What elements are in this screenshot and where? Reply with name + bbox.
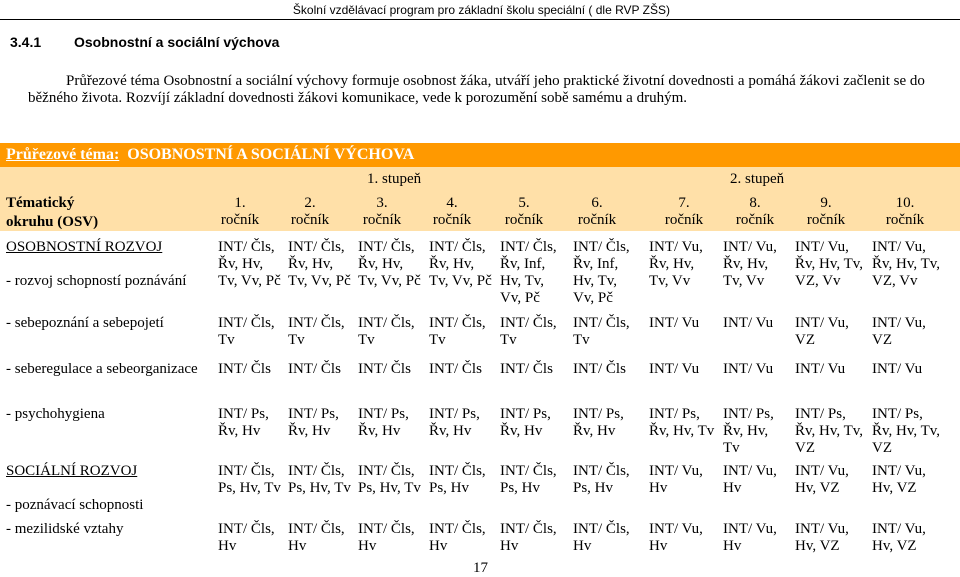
cell-r4-c2-line-2: Řv, Hv [288,423,331,439]
cell-r3-c6-line-1: INT/ Čls [573,361,626,377]
cell-r6-c1-line-2: Hv [218,538,237,554]
document-header: Školní vzdělávací program pro základní školu speciální ( dle RVP ZŠS) [292,3,670,17]
cell-r1-c10-line-1: INT/ Vu, [872,239,926,255]
cell-r2-c8-line-1: INT/ Vu [723,315,774,331]
grade-header-4: 4. [446,195,458,211]
grade-word-5: ročník [504,212,544,228]
cell-r2-c4-line-1: INT/ Čls, [429,315,486,331]
cell-r5-c3-line-1: INT/ Čls, [358,463,415,479]
table-corner-line-2: okruhu (OSV) [6,214,99,230]
cell-r3-c10-line-1: INT/ Vu [872,361,923,377]
cell-r6-c4-line-1: INT/ Čls, [429,521,486,537]
cell-r5-c1-line-1: INT/ Čls, [218,463,275,479]
cell-r4-c7-line-1: INT/ Ps, [649,406,700,422]
row-1-label: - rozvoj schopností poznávání [6,273,187,289]
cell-r6-c9-line-1: INT/ Vu, [795,521,849,537]
cell-r5-c2-line-2: Ps, Hv, Tv [288,480,351,496]
cell-r1-c9-line-1: INT/ Vu, [795,239,849,255]
cell-r4-c8-line-3: Tv [723,440,740,456]
cell-r6-c10-line-2: Hv, VZ [872,538,917,554]
cell-r2-c10-line-1: INT/ Vu, [872,315,926,331]
cell-r1-c3-line-1: INT/ Čls, [358,239,415,255]
grade-word-4: ročník [432,212,472,228]
cell-r4-c8-line-2: Řv, Hv, [723,423,769,439]
cell-r3-c5-line-1: INT/ Čls [500,361,553,377]
cell-r4-c5-line-1: INT/ Ps, [500,406,551,422]
cell-r4-c3-line-2: Řv, Hv [358,423,401,439]
banner-value: OSOBNOSTNÍ A SOCIÁLNÍ VÝCHOVA [127,146,415,163]
cell-r4-c5-line-2: Řv, Hv [500,423,543,439]
row-4-label: - psychohygiena [6,406,105,422]
cell-r2-c6-line-1: INT/ Čls, [573,315,630,331]
cell-r6-c7-line-2: Hv [649,538,668,554]
cell-r2-c1-line-2: Tv [218,332,235,348]
cell-r5-c3-line-2: Ps, Hv, Tv [358,480,421,496]
section-number: 3.4.1 [10,34,42,50]
cell-r3-c2-line-1: INT/ Čls [288,361,341,377]
cell-r4-c4-line-1: INT/ Ps, [429,406,480,422]
cell-r5-c9-line-1: INT/ Vu, [795,463,849,479]
cell-r2-c9-line-1: INT/ Vu, [795,315,849,331]
row-1-theme: OSOBNOSTNÍ ROZVOJ [6,239,163,255]
cell-r2-c10-line-2: VZ [872,332,892,348]
cell-r5-c10-line-1: INT/ Vu, [872,463,926,479]
cell-r1-c1-line-1: INT/ Čls, [218,239,275,255]
cell-r1-c1-line-3: Tv, Vv, Pč [218,273,281,289]
cell-r1-c10-line-2: Řv, Hv, Tv, [872,256,941,272]
row-5-label: - poznávací schopnosti [6,497,144,513]
cell-r2-c4-line-2: Tv [429,332,446,348]
cell-r5-c4-line-2: Ps, Hv [429,480,470,496]
cell-r5-c10-line-2: Hv, VZ [872,480,917,496]
cell-r6-c4-line-2: Hv [429,538,448,554]
cell-r1-c5-line-1: INT/ Čls, [500,239,557,255]
cell-r3-c3-line-1: INT/ Čls [358,361,411,377]
grade-word-6: ročník [577,212,617,228]
cell-r2-c5-line-2: Tv [500,332,517,348]
cell-r1-c3-line-3: Tv, Vv, Pč [358,273,421,289]
cell-r1-c3-line-2: Řv, Hv, [358,256,404,272]
grade-word-2: ročník [290,212,330,228]
grade-header-8: 8. [749,195,761,211]
cell-r6-c1-line-1: INT/ Čls, [218,521,275,537]
cell-r1-c7-line-3: Tv, Vv [649,273,691,289]
cell-r2-c7-line-1: INT/ Vu [649,315,700,331]
banner-label: Průřezové téma: [6,146,120,163]
cell-r1-c6-line-3: Hv, Tv, [573,273,618,289]
grade-word-9: ročník [806,212,846,228]
cell-r1-c4-line-1: INT/ Čls, [429,239,486,255]
cell-r6-c3-line-2: Hv [358,538,377,554]
cell-r2-c1-line-1: INT/ Čls, [218,315,275,331]
cell-r4-c6-line-2: Řv, Hv [573,423,616,439]
page-number: 17 [473,560,488,576]
cell-r1-c8-line-1: INT/ Vu, [723,239,777,255]
cell-r1-c9-line-2: Řv, Hv, Tv, [795,256,864,272]
cell-r4-c1-line-2: Řv, Hv [218,423,261,439]
cell-r5-c2-line-1: INT/ Čls, [288,463,345,479]
cell-r6-c3-line-1: INT/ Čls, [358,521,415,537]
cell-r1-c4-line-3: Tv, Vv, Pč [429,273,492,289]
cell-r4-c4-line-2: Řv, Hv [429,423,472,439]
cell-r1-c4-line-2: Řv, Hv, [429,256,475,272]
cell-r5-c5-line-2: Ps, Hv [500,480,541,496]
cell-r6-c8-line-2: Hv [723,538,742,554]
cell-r1-c7-line-1: INT/ Vu, [649,239,703,255]
cell-r5-c9-line-2: Hv, VZ [795,480,840,496]
cell-r4-c3-line-1: INT/ Ps, [358,406,409,422]
grade-word-1: ročník [220,212,260,228]
cell-r2-c3-line-2: Tv [358,332,375,348]
cell-r2-c9-line-2: VZ [795,332,815,348]
cell-r1-c2-line-2: Řv, Hv, [288,256,334,272]
cell-r2-c2-line-1: INT/ Čls, [288,315,345,331]
cell-r5-c8-line-2: Hv [723,480,742,496]
cell-r1-c5-line-2: Řv, Inf, [500,256,546,272]
cell-r6-c10-line-1: INT/ Vu, [872,521,926,537]
cell-r2-c5-line-1: INT/ Čls, [500,315,557,331]
topic-banner [0,143,960,167]
cell-r5-c8-line-1: INT/ Vu, [723,463,777,479]
cell-r4-c2-line-1: INT/ Ps, [288,406,339,422]
cell-r4-c10-line-3: VZ [872,440,892,456]
cell-r1-c5-line-3: Hv, Tv, [500,273,545,289]
cell-r3-c9-line-1: INT/ Vu [795,361,846,377]
row-5-theme: SOCIÁLNÍ ROZVOJ [6,463,138,479]
grade-header-3: 3. [376,195,388,211]
cell-r4-c10-line-2: Řv, Hv, Tv, [872,423,941,439]
cell-r3-c1-line-1: INT/ Čls [218,361,271,377]
cell-r4-c10-line-1: INT/ Ps, [872,406,923,422]
cell-r6-c2-line-1: INT/ Čls, [288,521,345,537]
cell-r6-c5-line-2: Hv [500,538,519,554]
cell-r4-c6-line-1: INT/ Ps, [573,406,624,422]
cell-r5-c7-line-1: INT/ Vu, [649,463,703,479]
cell-r6-c6-line-1: INT/ Čls, [573,521,630,537]
cell-r5-c6-line-2: Ps, Hv [573,480,614,496]
grade-header-10: 10. [895,195,915,211]
cell-r6-c6-line-2: Hv [573,538,592,554]
row-2-label: - sebepoznání a sebepojetí [6,315,164,331]
cell-r4-c9-line-3: VZ [795,440,815,456]
grade-header-6: 6. [591,195,603,211]
cell-r1-c8-line-3: Tv, Vv [723,273,765,289]
cell-r5-c6-line-1: INT/ Čls, [573,463,630,479]
cell-r3-c4-line-1: INT/ Čls [429,361,482,377]
cell-r1-c7-line-2: Řv, Hv, [649,256,695,272]
cell-r5-c7-line-2: Hv [649,480,668,496]
cell-r4-c9-line-2: Řv, Hv, Tv, [795,423,864,439]
grade-header-1: 1. [234,195,246,211]
stage-2-label: 2. stupeň [730,171,785,187]
cell-r1-c9-line-3: VZ, Vv [795,273,841,289]
cell-r3-c8-line-1: INT/ Vu [723,361,774,377]
cell-r2-c3-line-1: INT/ Čls, [358,315,415,331]
cell-r6-c7-line-1: INT/ Vu, [649,521,703,537]
cell-r4-c1-line-1: INT/ Ps, [218,406,269,422]
cell-r1-c10-line-3: VZ, Vv [872,273,918,289]
cell-r6-c5-line-1: INT/ Čls, [500,521,557,537]
cell-r1-c6-line-4: Vv, Pč [573,290,613,306]
row-6-label: - mezilidské vztahy [6,521,124,537]
grade-word-10: ročník [885,212,925,228]
grade-header-9: 9. [820,195,832,211]
cell-r5-c1-line-2: Ps, Hv, Tv [218,480,281,496]
table-corner-line-1: Tématický [6,195,75,211]
section-heading [10,34,279,50]
cell-r6-c9-line-2: Hv, VZ [795,538,840,554]
cell-r2-c6-line-2: Tv [573,332,590,348]
cell-r1-c6-line-2: Řv, Inf, [573,256,619,272]
cell-r6-c8-line-1: INT/ Vu, [723,521,777,537]
section-title: Osobnostní a sociální výchova [74,34,280,50]
grade-word-8: ročník [735,212,775,228]
cell-r1-c2-line-3: Tv, Vv, Pč [288,273,351,289]
cell-r4-c7-line-2: Řv, Hv, Tv [649,423,715,439]
cell-r6-c2-line-2: Hv [288,538,307,554]
cell-r3-c7-line-1: INT/ Vu [649,361,700,377]
cell-r1-c6-line-1: INT/ Čls, [573,239,630,255]
grade-word-3: ročník [362,212,402,228]
cell-r1-c1-line-2: Řv, Hv, [218,256,264,272]
cell-r1-c8-line-2: Řv, Hv, [723,256,769,272]
grade-header-2: 2. [304,195,316,211]
cell-r2-c2-line-2: Tv [288,332,305,348]
cell-r4-c8-line-1: INT/ Ps, [723,406,774,422]
stage-1-label: 1. stupeň [367,171,422,187]
row-3-label: - seberegulace a sebeorganizace [6,361,198,377]
grade-header-5: 5. [518,195,530,211]
cell-r5-c4-line-1: INT/ Čls, [429,463,486,479]
cell-r5-c5-line-1: INT/ Čls, [500,463,557,479]
intro-paragraph: Průřezové téma Osobnostní a sociální výchovy formuje osobnost žáka, utváří jeho praktické životní dovednosti a pomáhá žákovi začlenit se do běžného života. Rozvíjí základní dovednosti žákovi komunikace, vede k porozumění sobě samému a druhým. [28,73,925,106]
grade-header-7: 7. [678,195,690,211]
cell-r4-c9-line-1: INT/ Ps, [795,406,846,422]
cell-r1-c5-line-4: Vv, Pč [500,290,540,306]
grade-word-7: ročník [664,212,704,228]
header-rule [0,19,960,20]
cell-r1-c2-line-1: INT/ Čls, [288,239,345,255]
